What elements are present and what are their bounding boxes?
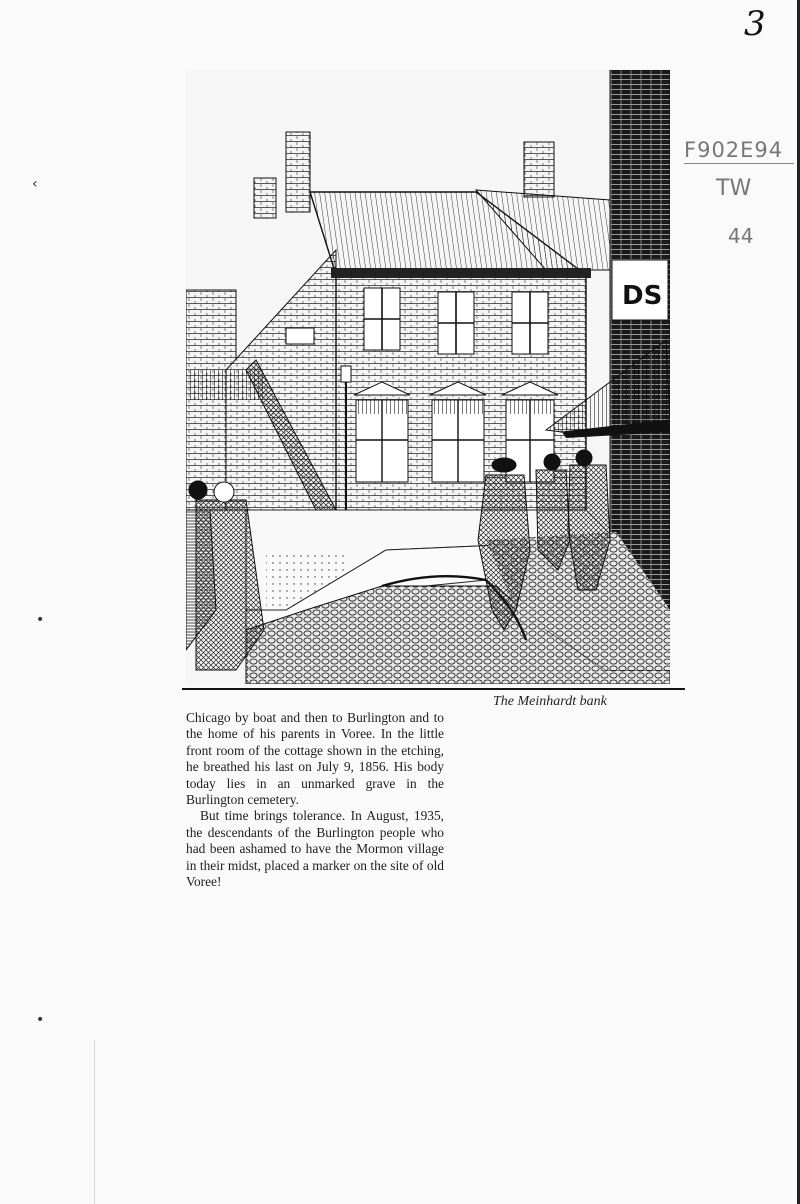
illustration-caption: The Meinhardt bank xyxy=(493,694,607,709)
caption-rule xyxy=(182,688,685,690)
punch-mark: ‹ xyxy=(32,176,38,192)
storefront-sign: DS xyxy=(622,281,663,311)
article-paragraph: Chicago by boat and then to Burlington and to the home of his parents in Voree. In the little front room of the cottage shown in the etching, he breathed his last on July 9, 1856. His body today lies in an unmarked grave in the Burlington cemetery. xyxy=(186,710,444,808)
handwritten-underline xyxy=(684,163,794,164)
page-number: 3 xyxy=(744,4,766,44)
punch-mark: • xyxy=(36,1012,45,1028)
article-paragraph: But time brings tolerance. In August, 1935, the descendants of the Burlington people who had been ashamed to have the Mormon village in their midst, placed a marker on the site of old Voree! xyxy=(186,808,444,890)
punch-mark: • xyxy=(36,612,45,628)
bank-etching-illustration xyxy=(186,70,670,684)
handwritten-code: F902E94 xyxy=(684,138,784,162)
handwritten-number: 44 xyxy=(728,224,754,248)
scan-shadow xyxy=(94,1040,95,1204)
article-column xyxy=(186,710,444,890)
handwritten-initials: TW xyxy=(716,176,752,201)
